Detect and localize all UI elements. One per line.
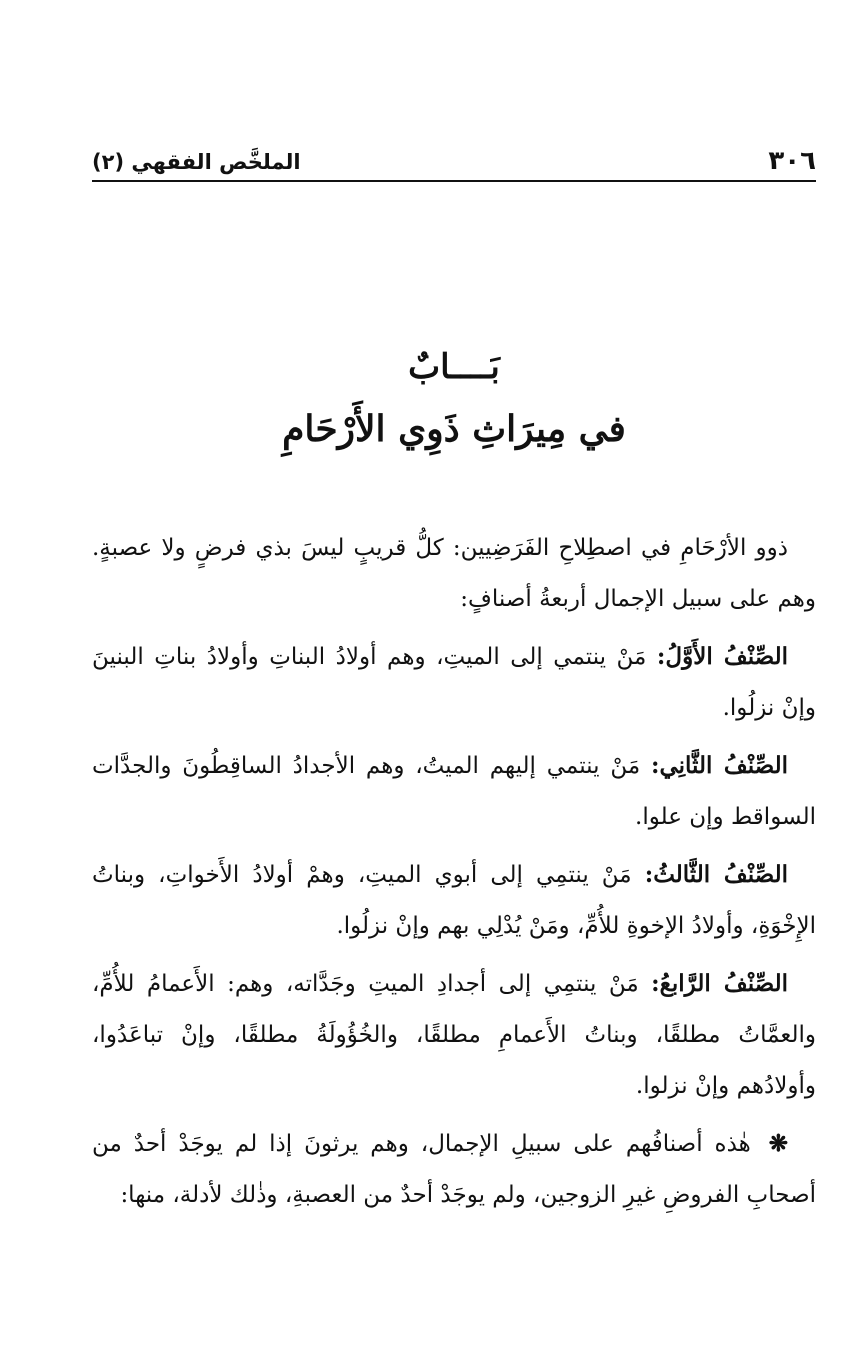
body-text [92,523,816,1227]
book-title: الملخَّص الفقهي (٢) [92,150,301,174]
page-number: ٣٠٦ [768,146,816,176]
asterism-icon: ❋ [768,1130,788,1157]
paragraph-category-2 [92,740,816,843]
page-header [92,138,816,182]
paragraph-text: مَنْ ينتمي إليهم الميتُ، وهم الأجدادُ الساقِطُونَ والجدَّات السواقط وإن علوا. [92,753,816,830]
paragraph-text: مَنْ ينتمِي إلى أبوي الميتِ، وهمْ أولادُ الأَخواتِ، وبناتُ الإِخْوَةِ، وأولادُ الإخوةِ للأُمِّ، ومَنْ يُدْلِي بهم وإنْ نزلُوا. [92,862,816,939]
paragraph-category-1 [92,631,816,734]
paragraph-text: مَنْ ينتمي إلى الميتِ، وهم أولادُ البناتِ وأولادُ بناتِ البنينَ وإنْ نزلُوا. [92,644,816,721]
chapter-title: في مِيرَاثِ ذَوِي الأَرْحَامِ [282,408,626,450]
paragraph-summary [92,1118,816,1221]
category-term: الصِّنْفُ الأَوَّلُ: [656,643,789,670]
category-term: الصِّنْفُ الثَّانِي: [650,752,788,779]
paragraph-text: مَنْ ينتمِي إلى أجدادِ الميتِ وجَدَّاته، وهم: الأَعمامُ للأُمِّ، والعمَّاتُ مطلقًا، وبناتُ الأَعمامِ مطلقًا، والخُؤُولَةُ مطلقًا، وإنْ تباعَدُوا، وأولادُهم وإنْ نزلوا. [92,971,816,1099]
chapter-heading [92,336,816,460]
paragraph-category-3 [92,849,816,952]
category-term: الصِّنْفُ الثَّالثُ: [644,861,788,888]
category-term: الصِّنْفُ الرَّابعُ: [651,970,788,997]
paragraph-definition [92,523,816,625]
paragraph-text: هٰذه أصنافُهم على سبيلِ الإجمال، وهم يرثونَ إذا لم يوجَدْ أحدٌ من أصحابِ الفروضِ غيرِ الزوجين، ولم يوجَدْ أحدٌ من العصبةِ، وذٰلك لأدلة، منها: [92,1131,816,1208]
paragraph-text: ذوو الأرْحَامِ في اصطِلاحِ الفَرَضِيين: كلُّ قريبٍ ليسَ بذي فرضٍ ولا عصبةٍ. وهم على سبيل الإجمال أربعةُ أصنافٍ: [92,535,816,612]
paragraph-category-4 [92,958,816,1112]
chapter-label: بَــــابٌ [408,347,500,387]
